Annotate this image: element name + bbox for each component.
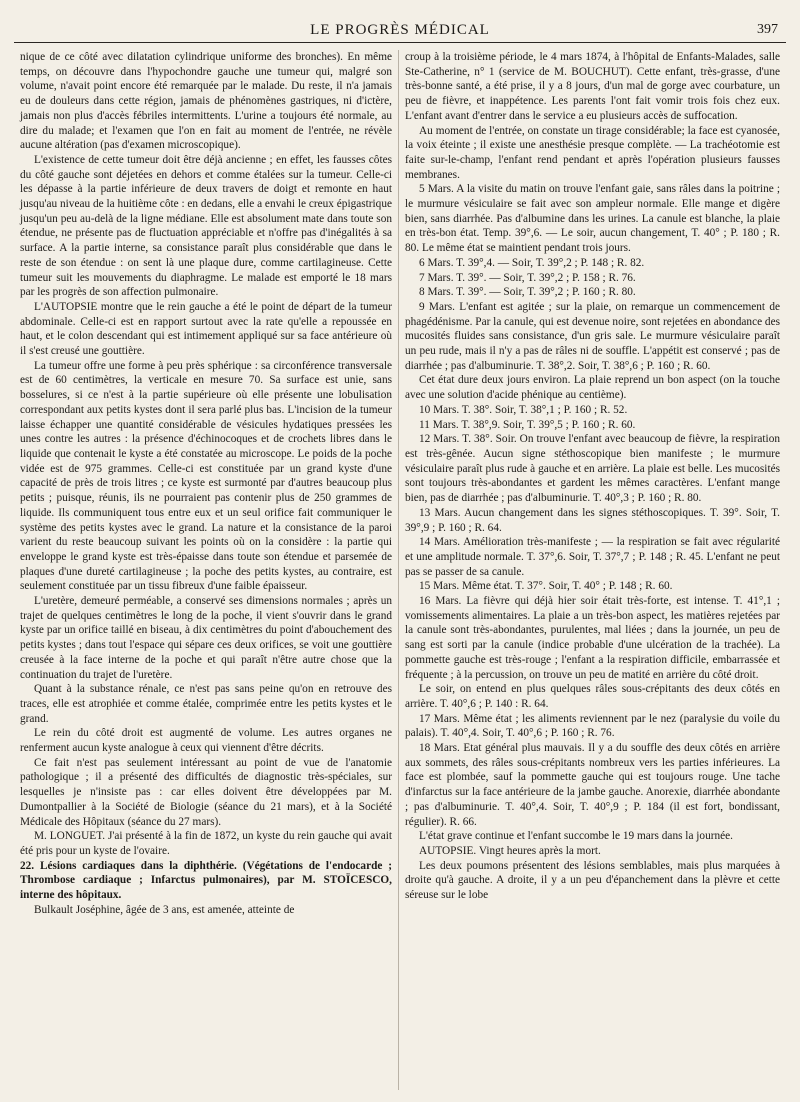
paragraph: L'état grave continue et l'enfant succombe le 19 mars dans la journée. (419, 830, 733, 843)
paragraph: Cet état dure deux jours environ. La plaie reprend un bon aspect (on la touche avec une solution d'acide phénique au centième). (405, 374, 780, 402)
paragraph: 13 Mars. Aucun changement dans les signes stéthoscopiques. T. 39°. Soir, T. 39°,9 ; P. 160 ; R. 64. (405, 506, 780, 534)
paragraph: M. LONGUET. J'ai présenté à la fin de 1872, un kyste du rein gauche qui avait été pris pour un kyste de l'ovaire. (20, 830, 392, 857)
paragraph: croup à la troisième période, le 4 mars 1874, à l'hôpital de Enfants-Malades, salle Ste-Catherine, n° 1 (service de M. BOUCHUT). Cette enfant, très-grasse, d'une très-bonne santé, a été prise, il y a 8 jours, d'un mal de gorge avec courbature, un peu de fièvre, et inappétence. Les parents l'ont fait vomir trois fois chez eux. L'enfant avant d'entrer dans le service a eu plusieurs accès de suffocation. (405, 51, 780, 122)
right-column (405, 50, 780, 903)
paragraph: 9 Mars. L'enfant est agitée ; sur la plaie, on remarque un commencement de phagédénisme. Par la canule, qui est devenue noire, sont rejetées en abondance des mucosités fluides sans consistance, d'un gris sale. Le murmure vésiculaire paraît un peu rude, mais il n'y a pas de râles ni de souffle. L'appétit est conservé ; pas de diarrhée ; pas d'albuminurie. T. 38°,2. Soir, T. 38°,6 ; P. 160 ; R. 60. (405, 300, 780, 372)
paragraph: 7 Mars. T. 39°. — Soir, T. 39°,2 ; P. 158 ; R. 76. (419, 271, 636, 284)
paragraph: 17 Mars. Même état ; les aliments reviennent par le nez (paralysie du voile du palais). T. 40°,4. Soir, T. 40°,6 ; P. 160 ; R. 76. (405, 712, 780, 740)
page-header (14, 22, 786, 42)
paragraph: Quant à la substance rénale, ce n'est pas sans peine qu'on en retrouve des traces, elle est atrophiée et comme étalée, comprimée entre les petits kystes et le grand. (20, 683, 392, 725)
left-column (20, 50, 392, 917)
paragraph: 8 Mars. T. 39°. — Soir, T. 39°,2 ; P. 160 ; R. 80. (419, 286, 636, 299)
paragraph: Le soir, on entend en plus quelques râles sous-crépitants des deux côtés en arrière. T. 40°,6 ; P. 140 : R. 64. (405, 683, 780, 710)
paragraph: 5 Mars. A la visite du matin on trouve l'enfant gaie, sans râles dans la poitrine ; le murmure vésiculaire se fait avec son ampleur normale. Elle mange et digère bien, sans diarrhée. Pas d'albumine dans les urines. La canule est blanche, la plaie en très-bon état. Temp. 39°,6. — Le soir, aucun changement, T. 40° ; P. 180 ; R. 80. Le même état se maintient pendant trois jours. (405, 183, 780, 255)
running-title: LE PROGRÈS MÉDICAL (310, 22, 490, 38)
paragraph: 10 Mars. T. 38°. Soir, T. 38°,1 ; P. 160 ; R. 52. (419, 403, 628, 416)
paragraph: La tumeur offre une forme à peu près sphérique : sa circonférence transversale est de 60 centimètres, la verticale en mesure 70. Sa surface est unie, sans bosselures, si ce n'est à la partie supérieure où elle présente une lobulisation correspondant aux petits kystes dont il sera parlé plus bas. L'incision de la tumeur laisse échapper une quantité considérable de vésicules hydatiques pressées les unes contre les autres : la présence d'échinocoques et de crochets libres dans le liquide que contenait le kyste a été constatée au microscope. Le poids de la poche vidée est de 975 grammes. Celle-ci est constituée par un grand kyste d'une capacité de près de trois litres ; ce kyste est surmonté par d'autres beaucoup plus petits ; puisque, réunis, ils ne pourraient pas contenir plus de 250 grammes de liquide. Ils communiquent tous entre eux et un seul orifice fait communiquer le système des petits kystes avec le grand. La nature et la consistance de la paroi varient du reste beaucoup suivant les points où on la considère : la partie qui enveloppe le grand kyste est très-épaisse dans toute son étendue et parsemée de plaques d'une dureté cartilagineuse ; la poche des petits kystes, au contraire, est seulement constituée par un tissu fibreux d'une faible épaisseur. (20, 359, 392, 593)
column-divider (398, 50, 399, 1090)
section-heading: 22. Lésions cardiaques dans la diphthérie. (Végétations de l'endocarde ; Thrombose cardiaque ; Infarctus pulmonaires), par M. STOÏCESCO, interne des hôpitaux. (20, 859, 392, 902)
paragraph: Ce fait n'est pas seulement intéressant au point de vue de l'anatomie pathologique ; il a présenté des difficultés de diagnostic très-spéciales, sur lesquelles je n'insiste pas : car elles doivent être développées par M. Dumontpallier à la Société de Biologie (séance du 21 mars), et à la Société Médicale des Hôpitaux (séance du 27 mars). (20, 756, 392, 828)
paragraph: L'AUTOPSIE montre que le rein gauche a été le point de départ de la tumeur abdominale. Celle-ci est en rapport surtout avec la rate qu'elle a repoussée en haut, et le colon descendant qui est intimement appliqué sur sa face antérieure où il s'est creusé une gouttière. (20, 300, 392, 358)
paragraph: nique de ce côté avec dilatation cylindrique uniforme des bronches). En même temps, on découvre dans l'hypochondre gauche une tumeur qui, malgré son volume, n'avait point encore été remarquée par le malade. Du reste, il n'a jamais eu de douleurs dans cette région, jamais de phénomènes gastriques, ni d'ictère, jamais non plus d'accès fébriles intermittents. L'urine a toujours été normale, au dire du malade; et l'examen que l'on en fait au moment de l'entrée, ne révèle aucune altération (pas d'examen microscopique). (20, 51, 392, 152)
header-rule (14, 42, 786, 43)
paragraph: 6 Mars. T. 39°,4. — Soir, T. 39°,2 ; P. 148 ; R. 82. (419, 256, 645, 269)
paragraph: Les deux poumons présentent des lésions semblables, mais plus marquées à droite qu'à gauche. A droite, il y a un peu d'épanchement dans la plèvre et cette séreuse sur le lobe (405, 859, 780, 902)
paragraph: 11 Mars. T. 38°,9. Soir, T. 39°,5 ; P. 160 ; R. 60. (419, 418, 636, 431)
paragraph: 14 Mars. Amélioration très-manifeste ; — la respiration se fait avec régularité et une amplitude normale. T. 37°,6. Soir, T. 37°,7 ; P. 148 ; R. 45. L'enfant ne peut pas se passer de sa canule. (405, 536, 780, 578)
page-number: 397 (757, 22, 778, 37)
paragraph: Le rein du côté droit est augmenté de volume. Les autres organes ne renferment aucun kyste analogue à ceux qui viennent d'être décrits. (20, 727, 392, 755)
paragraph: 18 Mars. Etat général plus mauvais. Il y a du souffle des deux côtés en arrière aux sommets, des râles sous-crépitants nombreux vers les parties inférieures. La face est plombée, sauf la pommette gauche qui est toujours rouge. Une tache d'infarctus sur la face antérieure de la jambe gauche. Anorexie, diarrhée abondante ; pas d'albuminurie. T. 40°,4. Soir, T. 40°,9 ; P. 184 (il est fort, bondissant, régulier). R. 66. (405, 742, 780, 828)
paragraph: AUTOPSIE. Vingt heures après la mort. (419, 844, 601, 857)
paragraph: L'uretère, demeuré perméable, a conservé ses dimensions normales ; après un trajet de quelques centimètres le long de la poche, il vient s'ouvrir dans le grand kyste par un orifice taillé en biseau, à dix centimètres du point d'abouchement des petits kystes ; dans tout l'espace qui sépare ces deux orifices, se voit une gouttière creusée à la face interne de la poche et qui paraît n'être autre chose que la continuation du trajet de l'uretère. (20, 595, 392, 681)
paragraph: L'existence de cette tumeur doit être déjà ancienne ; en effet, les fausses côtes du côté gauche sont déjetées en dehors et comme étalées sur la tumeur. Celle-ci les dépasse à la partie inférieure de deux travers de doigt et remonte en haut jusqu'au niveau de la huitième côte : en dedans, elle a envahi le creux épigastrique jusqu'un peu au-delà de la ligne médiane. Elle est absolument mate dans toute son étendue, ne présente pas de fluctuation appréciable et n'offre pas d'inégalités à sa surface. A la partie interne, sa consistance paraît plus considérable que dans le reste de son étendue : on sent là une plaque dure, comme cartilagineuse. Cette tumeur suit les mouvements du diaphragme. Le malade est emporté le 18 mars par les progrès de son affection pulmonaire. (20, 153, 392, 299)
paragraph: Au moment de l'entrée, on constate un tirage considérable; la face est cyanosée, la voix éteinte ; il existe une anesthésie presque complète. — La trachéotomie est faite sur-le-champ, l'enfant rend pendant et après l'opération plusieurs fausses membranes. (405, 124, 780, 181)
paragraph: 12 Mars. T. 38°. Soir. On trouve l'enfant avec beaucoup de fièvre, la respiration est très-gênée. Aucun signe stéthoscopique bien manifeste ; le murmure vésiculaire paraît plus rude à gauche et en arrière. La plaie est belle. Les mucosités sont toujours très-abondantes et gardent les mêmes caractères. L'enfant mange bien, pas de diarrhée ; pas d'albuminurie. T. 40°,3 ; P. 160 ; R. 80. (405, 433, 780, 505)
paragraph: 15 Mars. Même état. T. 37°. Soir, T. 40° ; P. 148 ; R. 60. (419, 580, 673, 593)
paragraph: Bulkault Joséphine, âgée de 3 ans, est amenée, atteinte de (34, 903, 295, 916)
paragraph: 16 Mars. La fièvre qui déjà hier soir était très-forte, est intense. T. 41°,1 ; vomissements alimentaires. La plaie a un très-bon aspect, les matières rejetées par la canule sont très-abondantes, purulentes, mal liées ; dans la journée, un peu de sang est sorti par la canule (indice probable d'une ulcération de la trachée). La pommette gauche est très-rouge ; l'enfant a la respiration difficile, embarrassée et fréquente ; à la percussion, on trouve un peu de matité en arrière du côté droit. (405, 595, 780, 681)
